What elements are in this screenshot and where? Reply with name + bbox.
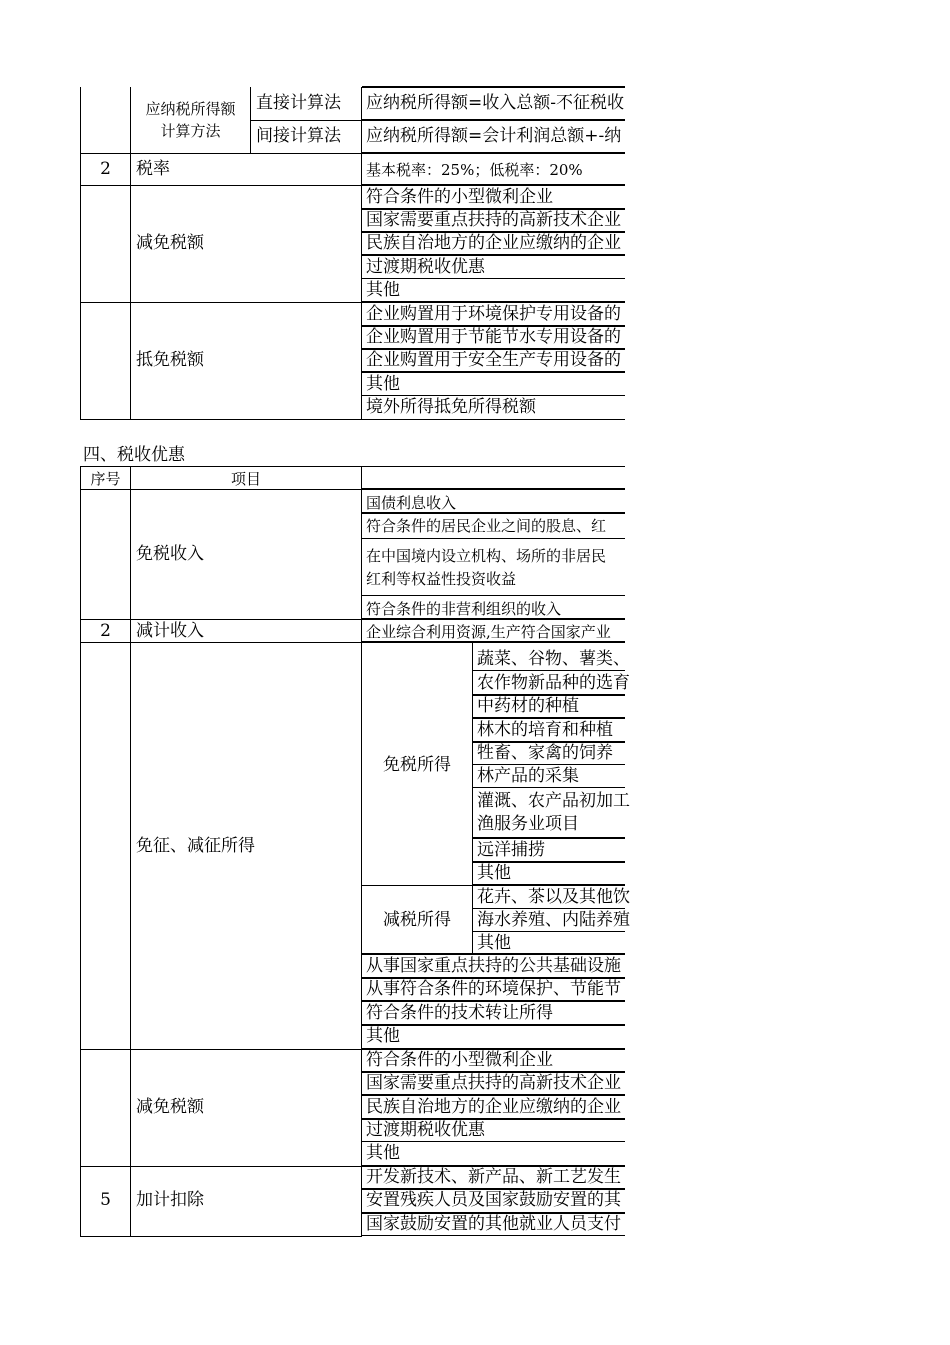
cell-underline [362,254,625,256]
table-bottom-border [80,1236,362,1237]
cell-underline [362,1094,625,1096]
sub-row-divider [362,885,473,886]
list-item: 其他 [477,933,511,953]
list-item: 企业购置用于安全生产专用设备的 [366,350,621,370]
row-divider [80,1166,362,1167]
tax-rate-number: 2 [100,159,111,179]
cell-underline [362,301,625,303]
reduced-income-value: 企业综合利用资源,生产符合国家产业 [366,623,611,641]
list-item: 林木的培育和种植 [477,720,613,740]
calc-method-label-line2: 计算方法 [160,122,221,140]
tax-exempt-sub-label: 免税所得 [383,755,451,775]
list-item: 其他 [477,863,511,883]
table-border-left [80,87,81,420]
cell-underline [362,595,625,596]
list-item: 蔬菜、谷物、薯类、 [477,649,630,669]
list-item: 境外所得抵免所得税额 [366,397,536,417]
exempt-reduced-label: 免征、减征所得 [136,836,255,856]
cell-underline [473,884,625,886]
list-item: 其他 [366,1026,400,1046]
reduction-label: 减免税额 [136,233,204,253]
cell-underline [473,764,625,765]
cell-underline [362,86,625,88]
list-item: 渔服务业项目 [477,814,579,834]
cell-underline [362,395,625,396]
cell-underline [362,278,625,279]
cell-underline [473,670,625,671]
cell-underline [362,538,625,539]
cell-underline [473,837,625,839]
reduction-label: 减免税额 [136,1097,204,1117]
reduced-income-label: 减计收入 [136,621,204,641]
list-item: 从事国家重点扶持的公共基础设施 [366,956,621,976]
column-header-number: 序号 [90,470,121,488]
list-item: 农作物新品种的选育 [477,673,630,693]
indirect-formula: 应纳税所得额=会计利润总额+-纳 [366,126,622,146]
list-item: 其他 [366,374,400,394]
list-item: 远洋捕捞 [477,840,545,860]
reduced-income-number: 2 [100,621,111,641]
list-item: 民族自治地方的企业应缴纳的企业 [366,233,621,253]
list-item: 其他 [366,280,400,300]
section-title: 四、税收优惠 [83,445,185,465]
list-item: 过渡期税收优惠 [366,1120,485,1140]
list-item: 牲畜、家禽的饲养 [477,743,613,763]
cell-underline [473,908,625,909]
extra-deduction-label: 加计扣除 [136,1190,204,1210]
list-item: 其他 [366,1143,400,1163]
cell-underline [473,787,625,788]
list-item: 花卉、茶以及其他饮 [477,887,630,907]
list-item: 企业购置用于环境保护专用设备的 [366,304,621,324]
list-item: 林产品的采集 [477,766,579,786]
calc-method-label-line1: 应纳税所得额 [145,100,236,118]
cell-underline [362,1141,625,1142]
table-divider-col1 [130,466,131,1236]
row-divider [80,619,362,620]
tax-rate-label: 税率 [136,159,170,179]
list-item: 国债利息收入 [366,494,457,512]
list-item: 安置残疾人员及国家鼓励安置的其 [366,1190,621,1210]
direct-formula: 应纳税所得额=收入总额-不征税收 [366,93,624,113]
list-item: 海水养殖、内陆养殖 [477,910,630,930]
cell-underline [473,717,625,719]
row-divider [80,419,362,420]
cell-underline [362,488,625,490]
table-top-border [80,466,625,467]
list-item: 中药材的种植 [477,696,579,716]
exempt-income-label: 免税收入 [136,544,204,564]
offset-label: 抵免税额 [136,350,204,370]
header-divider [80,489,362,490]
cell-underline [362,119,625,121]
row-divider [250,120,362,121]
cell-underline [473,931,625,932]
cell-underline [362,184,625,186]
list-item: 开发新技术、新产品、新工艺发生 [366,1167,621,1187]
cell-underline [362,419,625,420]
row-divider [80,642,362,643]
list-item: 企业购置用于节能节水专用设备的 [366,327,621,347]
cell-underline [362,1235,625,1236]
list-item: 符合条件的非营利组织的收入 [366,600,562,618]
direct-method-label: 直接计算法 [256,93,341,113]
list-item: 国家需要重点扶持的高新技术企业 [366,1073,621,1093]
cell-underline [362,953,625,955]
list-item: 过渡期税收优惠 [366,257,485,277]
list-item: 符合条件的技术转让所得 [366,1003,553,1023]
row-divider [80,185,362,186]
list-item: 符合条件的小型微利企业 [366,187,553,207]
list-item: 国家需要重点扶持的高新技术企业 [366,210,621,230]
column-header-item: 项目 [230,470,261,488]
extra-deduction-number: 5 [100,1190,111,1210]
list-item: 灌溉、农产品初加工 [477,791,630,811]
indirect-method-label: 间接计算法 [256,126,341,146]
cell-underline [362,152,625,154]
list-item: 从事符合条件的环境保护、节能节 [366,979,621,999]
list-item: 符合条件的小型微利企业 [366,1050,553,1070]
row-divider [80,153,362,154]
tax-reduced-sub-label: 减税所得 [383,910,451,930]
list-item: 在中国境内设立机构、场所的非居民 [366,547,607,565]
row-divider [80,1049,362,1050]
list-item: 民族自治地方的企业应缴纳的企业 [366,1097,621,1117]
list-item: 国家鼓励安置的其他就业人员支付 [366,1214,621,1234]
cell-underline [362,1000,625,1002]
table-divider-col2 [361,466,362,1236]
cell-underline [362,371,625,373]
list-item: 红利等权益性投资收益 [366,570,517,588]
list-item: 符合条件的居民企业之间的股息、红 [366,517,607,535]
table-border-left [80,466,81,1236]
row-divider [80,302,362,303]
tax-rate-value: 基本税率：25%；低税率：20% [366,161,583,179]
